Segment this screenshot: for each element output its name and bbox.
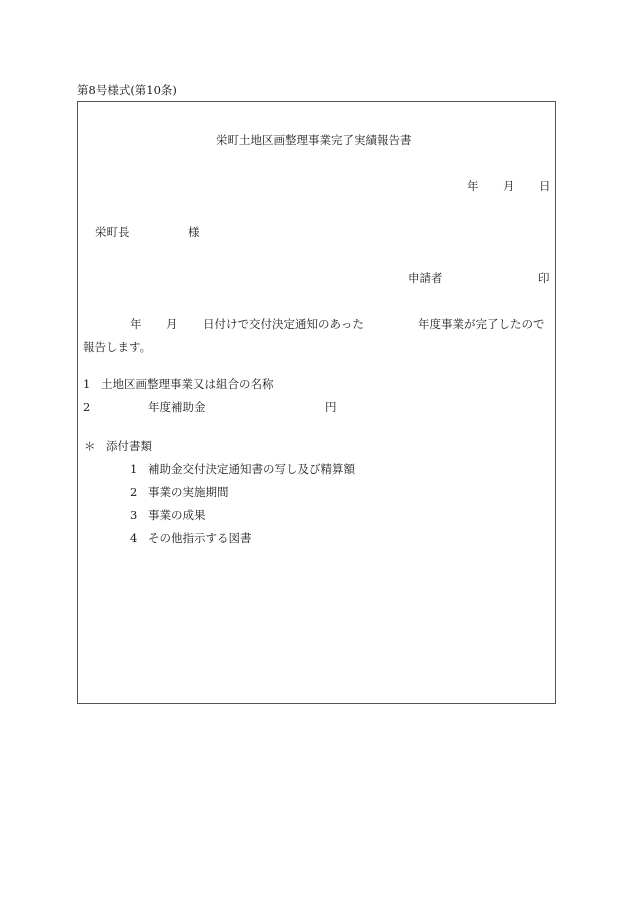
date-year: 年 <box>467 179 479 193</box>
attachment-3-number: 3 <box>130 508 138 522</box>
attachment-2-number: 2 <box>130 485 138 499</box>
addressee-honorific: 様 <box>188 225 200 239</box>
attachment-1-text: 補助金交付決定通知書の写し及び精算額 <box>148 462 355 476</box>
form-number-label: 第8号様式(第10条) <box>77 83 177 97</box>
date-month: 月 <box>503 179 515 193</box>
addressee-name: 栄町長 <box>95 225 130 239</box>
attachments-marker: ＊ <box>84 439 96 453</box>
body-year: 年 <box>130 317 142 331</box>
attachment-4-text: その他指示する図書 <box>148 531 252 545</box>
item-2-unit: 円 <box>325 400 337 414</box>
attachment-1-number: 1 <box>130 462 138 476</box>
item-2-text: 年度補助金 <box>148 400 206 414</box>
body-fiscal-year-phrase: 年度事業が完了したので <box>418 317 545 331</box>
item-1-number: 1 <box>83 377 91 391</box>
attachment-4-number: 4 <box>130 531 138 545</box>
attachment-2-text: 事業の実施期間 <box>148 485 229 499</box>
body-month: 月 <box>166 317 178 331</box>
applicant-label: 申請者 <box>408 271 443 285</box>
body-report-line: 報告します。 <box>83 340 152 354</box>
attachment-3-text: 事業の成果 <box>148 508 206 522</box>
item-1-text: 土地区画整理事業又は組合の名称 <box>101 377 274 391</box>
item-2-number: 2 <box>83 400 91 414</box>
body-day-phrase: 日付けで交付決定通知のあった <box>203 317 364 331</box>
date-day: 日 <box>539 179 551 193</box>
document-title: 栄町土地区画整理事業完了実績報告書 <box>216 133 412 147</box>
seal-mark: 印 <box>538 271 550 285</box>
attachments-heading: 添付書類 <box>106 439 152 453</box>
